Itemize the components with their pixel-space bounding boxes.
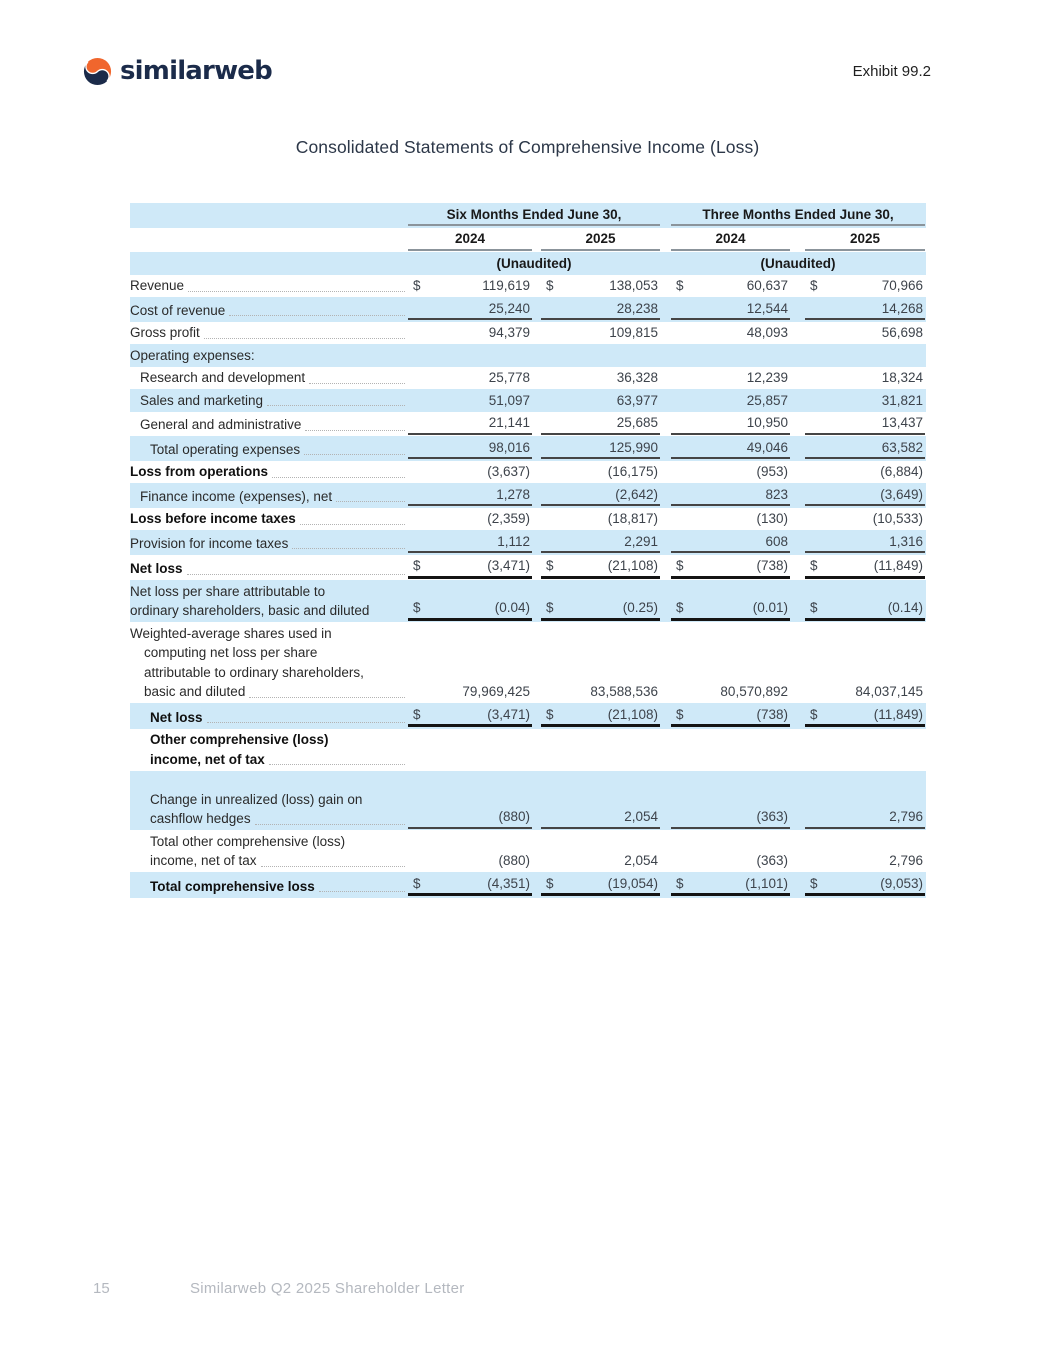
value-cell <box>541 682 660 702</box>
dollar-sign: $ <box>676 558 684 573</box>
value-cell <box>408 299 532 321</box>
table-row <box>130 830 926 872</box>
value-cell <box>541 598 660 621</box>
dotted-leader <box>255 824 405 825</box>
value-cell <box>805 509 925 529</box>
cell-value: 1,278 <box>496 486 530 502</box>
dollar-sign: $ <box>810 278 818 293</box>
row-label-line <box>130 276 408 296</box>
cell-value: 2,796 <box>889 853 923 868</box>
table-row <box>130 344 926 367</box>
value-cell <box>671 391 790 411</box>
row-label-text: Weighted-average shares used in <box>130 625 332 641</box>
dollar-sign: $ <box>413 558 421 573</box>
row-label-text: cashflow hedges <box>150 811 251 826</box>
cell-value: 119,619 <box>482 278 530 293</box>
dollar-sign: $ <box>546 600 554 615</box>
cell-value: (363) <box>756 809 788 824</box>
dollar-sign: $ <box>413 600 421 615</box>
cell-value: 94,379 <box>488 325 530 340</box>
table-row <box>130 275 926 298</box>
value-cell <box>805 532 925 554</box>
cell-value: (738) <box>756 558 788 573</box>
row-label <box>130 301 408 321</box>
statement-table <box>130 203 926 898</box>
cell-value: 138,053 <box>609 278 658 293</box>
row-label-line <box>130 534 408 554</box>
dotted-leader <box>267 405 405 406</box>
row-label-line <box>150 877 408 897</box>
dollar-sign: $ <box>810 706 818 722</box>
table-row <box>130 367 926 390</box>
cell-value: 48,093 <box>746 325 788 340</box>
cell-value: 1,112 <box>497 533 530 549</box>
cell-value: (0.14) <box>887 600 923 615</box>
value-cell <box>541 509 660 529</box>
value-cell <box>671 705 790 728</box>
cell-value: (953) <box>756 464 788 479</box>
dollar-sign: $ <box>546 706 554 722</box>
table-row <box>130 729 926 771</box>
dotted-leader <box>188 291 405 292</box>
row-label <box>130 624 408 702</box>
row-label-text: Net loss <box>130 561 183 576</box>
value-cell <box>408 682 532 702</box>
row-label-text: Net loss <box>150 709 203 725</box>
row-label <box>130 832 408 871</box>
dollar-sign: $ <box>546 558 554 573</box>
value-cell <box>408 705 532 728</box>
table-header-year-row <box>130 228 926 253</box>
cell-value: 49,046 <box>746 439 788 455</box>
row-label <box>130 509 408 529</box>
cell-value: (880) <box>498 853 530 868</box>
value-cell <box>541 462 660 482</box>
row-label-text: Finance income (expenses), net <box>140 488 333 504</box>
row-label-text: Cost of revenue <box>130 302 226 318</box>
dotted-leader <box>300 524 405 525</box>
cell-value: (0.04) <box>494 600 530 615</box>
cell-value: 10,950 <box>746 415 788 430</box>
dollar-sign: $ <box>413 875 421 891</box>
dollar-sign: $ <box>676 706 684 722</box>
value-cell <box>408 851 532 871</box>
dotted-leader <box>269 764 405 765</box>
cell-value: (880) <box>498 809 530 824</box>
cell-value: (1,101) <box>745 875 788 891</box>
cell-value: 56,698 <box>881 325 923 340</box>
row-label-line <box>140 368 408 388</box>
value-cell <box>671 323 790 343</box>
row-label-line <box>140 487 408 507</box>
cell-value: 79,969,425 <box>462 684 530 699</box>
cell-value: 25,778 <box>488 370 530 385</box>
row-label-line <box>130 663 408 683</box>
dollar-sign: $ <box>810 600 818 615</box>
value-cell <box>541 556 660 579</box>
cell-value: (18,817) <box>607 511 658 526</box>
row-label-text: Research and development <box>140 370 306 385</box>
logo-wordmark: similarweb <box>120 56 272 86</box>
value-cell <box>408 807 532 829</box>
row-label <box>130 346 408 366</box>
value-cell <box>671 874 790 897</box>
cell-value: 25,857 <box>746 392 788 408</box>
row-label-text: Gross profit <box>130 325 200 340</box>
row-label-line <box>130 624 408 644</box>
row-label-line <box>150 832 408 852</box>
row-label-line <box>130 462 408 482</box>
value-cell <box>541 323 660 343</box>
row-label-text: income, net of tax <box>150 751 265 767</box>
row-label-text: Total operating expenses <box>150 441 301 457</box>
page-title: Consolidated Statements of Comprehensive Income (Loss) <box>295 137 760 157</box>
value-cell <box>408 556 532 579</box>
value-cell <box>541 532 660 554</box>
value-cell <box>671 438 790 460</box>
row-label <box>130 276 408 296</box>
row-label-text: basic and diluted <box>144 684 246 699</box>
value-cell <box>541 874 660 897</box>
value-cell <box>805 438 925 460</box>
cell-value: (0.25) <box>622 600 658 615</box>
value-cell <box>671 682 790 702</box>
similarweb-logo <box>82 56 272 87</box>
value-cell <box>541 485 660 507</box>
row-label-text: Loss from operations <box>130 464 269 479</box>
table-row <box>130 872 926 898</box>
unaudited-label: (Unaudited) <box>760 255 836 271</box>
value-cell <box>805 299 925 321</box>
dollar-sign: $ <box>413 278 421 293</box>
value-cell <box>408 438 532 460</box>
row-label-text: Other comprehensive (loss) <box>150 732 329 747</box>
cell-value: 98,016 <box>488 439 530 455</box>
dotted-leader <box>305 430 405 431</box>
cell-value: (3,637) <box>487 464 530 479</box>
footer-text: Similarweb Q2 2025 Shareholder Letter <box>190 1280 465 1297</box>
table-row <box>130 703 926 729</box>
value-cell <box>805 485 925 507</box>
row-label-text: computing net loss per share <box>144 645 318 660</box>
value-cell <box>805 874 925 897</box>
column-group-header: Six Months Ended June 30, <box>408 205 660 227</box>
value-cell <box>671 598 790 621</box>
cell-value: 2,054 <box>624 809 658 824</box>
row-label <box>130 877 408 897</box>
value-cell <box>671 462 790 482</box>
table-row <box>130 483 926 508</box>
cell-value: (21,108) <box>607 706 658 722</box>
row-label <box>130 487 408 507</box>
value-cell <box>805 682 925 702</box>
value-cell <box>541 851 660 871</box>
row-label-text: Sales and marketing <box>140 392 264 408</box>
row-label <box>130 730 408 769</box>
cell-value: (4,351) <box>487 875 530 891</box>
cell-value: 125,990 <box>609 439 658 455</box>
similarweb-swirl-icon <box>82 56 113 87</box>
table-row <box>130 412 926 437</box>
table-row <box>130 580 926 622</box>
value-cell <box>671 413 790 435</box>
row-label-line <box>130 323 408 343</box>
table-row <box>130 771 926 831</box>
table-row <box>130 530 926 555</box>
cell-value: (3,471) <box>487 706 530 722</box>
cell-value: 31,821 <box>881 392 923 408</box>
cell-value: 18,324 <box>881 370 923 385</box>
dollar-sign: $ <box>676 875 684 891</box>
year-header: 2024 <box>408 229 532 251</box>
column-group-header: Three Months Ended June 30, <box>671 205 925 227</box>
row-label <box>130 534 408 554</box>
value-cell <box>671 299 790 321</box>
cell-value: (738) <box>756 706 788 722</box>
cell-value: 80,570,892 <box>720 684 788 699</box>
value-cell <box>805 276 925 296</box>
value-cell <box>408 368 532 388</box>
row-label-line <box>150 440 408 460</box>
cell-value: 25,240 <box>488 300 530 316</box>
cell-value: 12,239 <box>746 370 788 385</box>
cell-value: (363) <box>756 853 788 868</box>
dollar-sign: $ <box>546 278 554 293</box>
cell-value: 84,037,145 <box>855 684 923 699</box>
year-header: 2025 <box>541 229 660 251</box>
cell-value: (6,884) <box>880 464 923 479</box>
row-label-text: Total comprehensive loss <box>150 878 315 894</box>
cell-value: 83,588,536 <box>590 684 658 699</box>
cell-value: 51,097 <box>488 392 530 408</box>
cell-value: 2,796 <box>889 809 923 824</box>
row-label <box>130 323 408 343</box>
value-cell <box>805 598 925 621</box>
row-label-text: Provision for income taxes <box>130 535 289 551</box>
dollar-sign: $ <box>810 875 818 891</box>
row-label-line <box>130 682 408 702</box>
dotted-leader <box>319 891 405 892</box>
value-cell <box>408 485 532 507</box>
row-label-line <box>130 509 408 529</box>
value-cell <box>805 323 925 343</box>
cell-value: (19,054) <box>607 875 658 891</box>
value-cell <box>671 485 790 507</box>
dollar-sign: $ <box>546 875 554 891</box>
cell-value: 13,437 <box>881 415 923 430</box>
year-header: 2025 <box>805 229 925 251</box>
cell-value: (9,053) <box>880 875 923 891</box>
row-label-line <box>130 559 408 579</box>
cell-value: 109,815 <box>609 325 658 340</box>
value-cell <box>541 438 660 460</box>
row-label-text: Net loss per share attributable to <box>130 583 326 599</box>
row-label-line <box>150 851 408 871</box>
table-row <box>130 508 926 531</box>
unaudited-label: (Unaudited) <box>496 255 572 271</box>
cell-value: 63,582 <box>881 439 923 455</box>
row-label-line <box>150 750 408 770</box>
value-cell <box>671 368 790 388</box>
dotted-leader <box>261 866 405 867</box>
value-cell <box>805 807 925 829</box>
dotted-leader <box>336 501 405 502</box>
value-cell <box>671 807 790 829</box>
cell-value: 21,141 <box>488 415 530 430</box>
cell-value: 63,977 <box>616 392 658 408</box>
value-cell <box>671 532 790 554</box>
value-cell <box>408 276 532 296</box>
dotted-leader <box>309 383 405 384</box>
value-cell <box>541 391 660 411</box>
value-cell <box>408 413 532 435</box>
table-row <box>130 461 926 484</box>
row-label-line <box>150 790 408 810</box>
row-label <box>130 415 408 435</box>
year-header: 2024 <box>671 229 790 251</box>
dotted-leader <box>207 722 405 723</box>
cell-value: 36,328 <box>616 370 658 385</box>
value-cell <box>805 391 925 411</box>
row-label-line <box>130 346 408 366</box>
value-cell <box>671 556 790 579</box>
dollar-sign: $ <box>810 558 818 573</box>
table-header-group-row <box>130 203 926 228</box>
dollar-sign: $ <box>676 278 684 293</box>
exhibit-label: Exhibit 99.2 <box>852 63 931 80</box>
dotted-leader <box>292 548 405 549</box>
cell-value: (3,471) <box>487 558 530 573</box>
row-label <box>130 790 408 829</box>
value-cell <box>408 462 532 482</box>
row-label-line <box>150 730 408 750</box>
value-cell <box>408 323 532 343</box>
table-row <box>130 322 926 345</box>
cell-value: (0.01) <box>752 600 788 615</box>
row-label-text: income, net of tax <box>150 853 257 868</box>
row-label <box>130 391 408 411</box>
cell-value: (10,533) <box>872 511 923 526</box>
row-label-text: attributable to ordinary shareholders, <box>144 664 364 680</box>
row-label-text: Loss before income taxes <box>130 511 296 526</box>
cell-value: 608 <box>765 533 788 549</box>
row-label <box>130 462 408 482</box>
row-label-line <box>150 809 408 829</box>
row-label-line <box>130 601 408 621</box>
page-number: 15 <box>93 1280 110 1297</box>
value-cell <box>805 851 925 871</box>
dotted-leader <box>304 454 405 455</box>
cell-value: 60,637 <box>746 278 788 293</box>
value-cell <box>541 299 660 321</box>
row-label <box>130 708 408 728</box>
table-row <box>130 297 926 322</box>
value-cell <box>671 851 790 871</box>
row-label-text: Revenue <box>130 278 185 293</box>
value-cell <box>805 462 925 482</box>
value-cell <box>541 705 660 728</box>
value-cell <box>541 276 660 296</box>
dollar-sign: $ <box>413 706 421 722</box>
row-label-line <box>140 391 408 411</box>
table-header-unaudited-row <box>130 252 926 275</box>
row-label-text: Total other comprehensive (loss) <box>150 833 346 849</box>
value-cell <box>541 368 660 388</box>
cell-value: (130) <box>756 511 788 526</box>
dotted-leader <box>204 338 405 339</box>
value-cell <box>408 874 532 897</box>
cell-value: 823 <box>765 486 788 502</box>
value-cell <box>805 368 925 388</box>
cell-value: 2,054 <box>624 853 658 868</box>
row-label <box>130 440 408 460</box>
cell-value: 2,291 <box>624 533 658 549</box>
value-cell <box>671 276 790 296</box>
row-label <box>130 368 408 388</box>
cell-value: 25,685 <box>616 415 658 430</box>
value-cell <box>805 556 925 579</box>
value-cell <box>541 807 660 829</box>
cell-value: (11,849) <box>873 558 923 573</box>
row-label <box>130 582 408 621</box>
row-label-line <box>130 582 408 602</box>
cell-value: 1,316 <box>889 533 923 549</box>
cell-value: 70,966 <box>881 278 923 293</box>
cell-value: (21,108) <box>607 558 658 573</box>
table-row <box>130 555 926 581</box>
row-label-text: General and administrative <box>140 417 302 432</box>
table-row <box>130 622 926 703</box>
cell-value: 14,268 <box>881 300 923 316</box>
dotted-leader <box>272 477 405 478</box>
value-cell <box>671 509 790 529</box>
row-label <box>130 559 408 579</box>
row-label-line <box>140 415 408 435</box>
row-label-line <box>130 301 408 321</box>
value-cell <box>408 598 532 621</box>
value-cell <box>408 509 532 529</box>
value-cell <box>408 532 532 554</box>
cell-value: (2,359) <box>487 511 530 526</box>
value-cell <box>541 413 660 435</box>
cell-value: (11,849) <box>873 706 923 722</box>
cell-value: (16,175) <box>607 464 658 479</box>
dotted-leader <box>187 574 405 575</box>
row-label-text: ordinary shareholders, basic and diluted <box>130 603 370 618</box>
dollar-sign: $ <box>676 600 684 615</box>
row-label-line <box>150 708 408 728</box>
value-cell <box>805 705 925 728</box>
cell-value: (3,649) <box>880 486 923 502</box>
cell-value: (2,642) <box>615 486 658 502</box>
cell-value: 12,544 <box>746 300 788 316</box>
cell-value: 28,238 <box>616 300 658 316</box>
row-label-text: Operating expenses: <box>130 347 255 363</box>
table-row <box>130 389 926 412</box>
row-label-line <box>130 643 408 663</box>
row-label-text: Change in unrealized (loss) gain on <box>150 791 363 807</box>
value-cell <box>805 413 925 435</box>
dotted-leader <box>249 697 405 698</box>
dotted-leader <box>229 315 405 316</box>
value-cell <box>408 391 532 411</box>
table-row <box>130 436 926 461</box>
